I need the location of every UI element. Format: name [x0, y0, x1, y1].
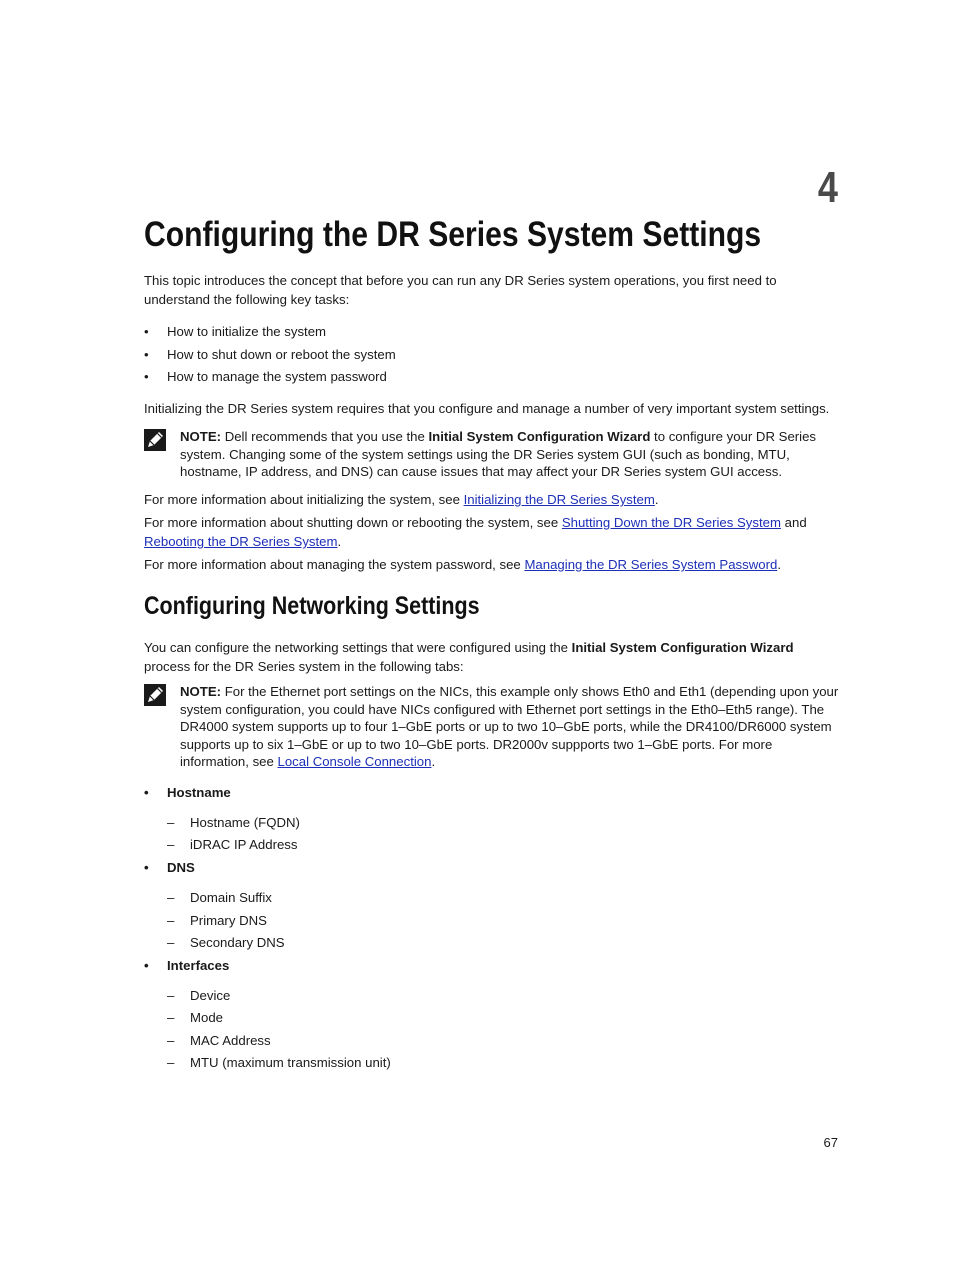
link-shutting-down[interactable]: Shutting Down the DR Series System [561, 515, 781, 530]
pencil-icon [144, 684, 166, 706]
link-managing-password[interactable]: Managing the DR Series System Password [524, 557, 778, 572]
more-info-initializing: For more information about initializing the system, see Initializing the DR Series System. [144, 492, 659, 507]
page-number: 67 [823, 1135, 838, 1150]
link-local-console[interactable]: Local Console Connection [277, 754, 432, 769]
pencil-icon [144, 429, 166, 451]
more-info-shutdown: For more information about shutting down or rebooting the system, see Shutting Down the DR Series System and Rebooting the DR Series System. [144, 515, 807, 549]
init-paragraph: Initializing the DR Series system requires that you configure and manage a number of very important system settings. [144, 401, 830, 416]
more-info-password: For more information about managing the system password, see Managing the DR Series System Password. [144, 557, 781, 572]
section-heading: Configuring Networking Settings [144, 592, 480, 620]
link-initializing[interactable]: Initializing the DR Series System [463, 492, 655, 507]
networking-intro: You can configure the networking settings that were configured using the Initial System Configuration Wizard process for the DR Series system in the following tabs: [144, 640, 794, 674]
chapter-number: 4 [817, 163, 838, 212]
intro-paragraph: This topic introduces the concept that before you can run any DR Series system operations, you first need to understand the following key tasks: [144, 273, 777, 307]
link-rebooting[interactable]: Rebooting the DR Series System [144, 534, 338, 549]
note-ethernet-ports: NOTE: For the Ethernet port settings on the NICs, this example only shows Eth0 and Eth1 (depending upon your system configuration, you could have NICs configured with Ethernet port settings in the Eth0–Eth5 range). The DR4000 system supports up to four 1–GbE ports or up to two 10–GbE ports, while the DR4100/DR6000 system supports up to six 1–GbE or up to two 10–GbE ports. DR2000v suppports two 1–GbE ports. For more information, see Local Console Connection. [180, 684, 839, 769]
chapter-title: Configuring the DR Series System Settings [144, 215, 762, 254]
note-recommendation: NOTE: Dell recommends that you use the Initial System Configuration Wizard to configure your DR Series system. Changing some of the system settings using the DR Series system GUI (such as bonding, MTU, hostname, IP address, and DNS) can cause issues that may affect your DR Series system GUI access. [180, 429, 817, 479]
